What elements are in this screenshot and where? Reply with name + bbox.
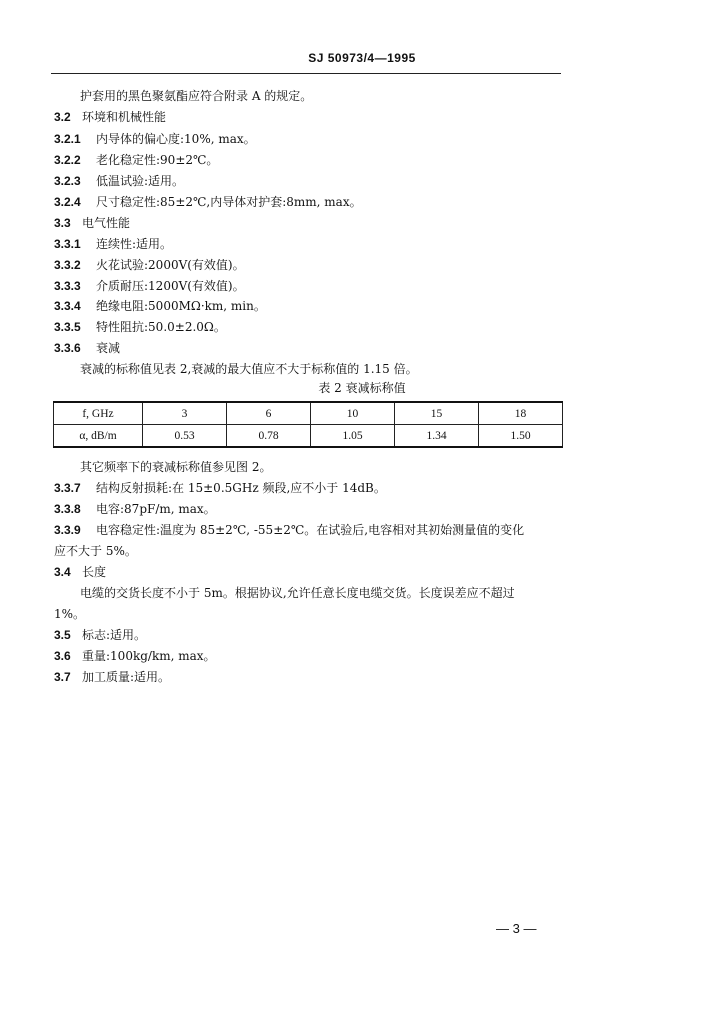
table-row-header: α, dB/m bbox=[54, 425, 143, 448]
document-header: SJ 50973/4—1995 bbox=[308, 51, 416, 65]
table-cell: 0.78 bbox=[227, 425, 311, 448]
document-page: SJ 50973/4—1995 护套用的黑色聚氨酯应符合附录 A 的规定。 3.2 环境和机械性能 3.2.1 内导体的偏心度:10%, max。 3.2.2 老化稳定性:90±2℃。 3.2.3 低温试验:适用。 3.2.4 尺寸稳定性:85±2℃,内导体对护套:8mm, max。 3.3 电气性能 3.3.1 连续性:适用。 3.3.2 火花试验:2000V(有效值)。 3.3.3 介质耐压:1200V(有效值)。 3.3.4 绝缘电阻:5000MΩ·km, min。 3.3.5 特性阻抗:50.0±2.0Ω。 3.3.6 衰减 衰减的标称值见表 2,衰减的最大值应不大于标称值的 1.15 倍。 表 2 衰减标称值 f, GHz 3 6 10 15 18 α, dB/m 0.53 0.78 1.05 1.34 1.50 其它频率下的衰减标称值参见图 2。 3.3.7 结构反射损耗:在 15±0.5GHz 频段,应不小于 14dB。 3.3.8 电容:87pF/m, max。 3.3.9 电容稳定性:温度为 85±2℃, -55±2℃。在试验后,电容相对其初始测量值的变化 应不大于 5%。 3.4 长度 电缆的交货长度不小于 5m。根据协议,允许任意长度电缆交货。长度误差应不超过 1%。 3.5 标志:适用。 3.6 重量:100kg/km, max。 3.7 加工质量:适用。 — 3 — bbox=[0, 0, 724, 1024]
table-row bbox=[54, 425, 563, 448]
header-rule bbox=[51, 73, 561, 74]
table-cell: 1.34 bbox=[395, 425, 479, 448]
table-row-header: f, GHz bbox=[54, 402, 143, 425]
attenuation-table bbox=[53, 401, 563, 448]
table-cell: 1.50 bbox=[479, 425, 563, 448]
table-cell: 15 bbox=[395, 402, 479, 425]
table-row bbox=[54, 402, 563, 425]
table-cell: 1.05 bbox=[311, 425, 395, 448]
table-caption: 表 2 衰减标称值 bbox=[318, 381, 406, 395]
table-cell: 18 bbox=[479, 402, 563, 425]
table-cell: 6 bbox=[227, 402, 311, 425]
page-number: — 3 — bbox=[496, 921, 537, 936]
table-cell: 0.53 bbox=[143, 425, 227, 448]
table-cell: 3 bbox=[143, 402, 227, 425]
table-cell: 10 bbox=[311, 402, 395, 425]
